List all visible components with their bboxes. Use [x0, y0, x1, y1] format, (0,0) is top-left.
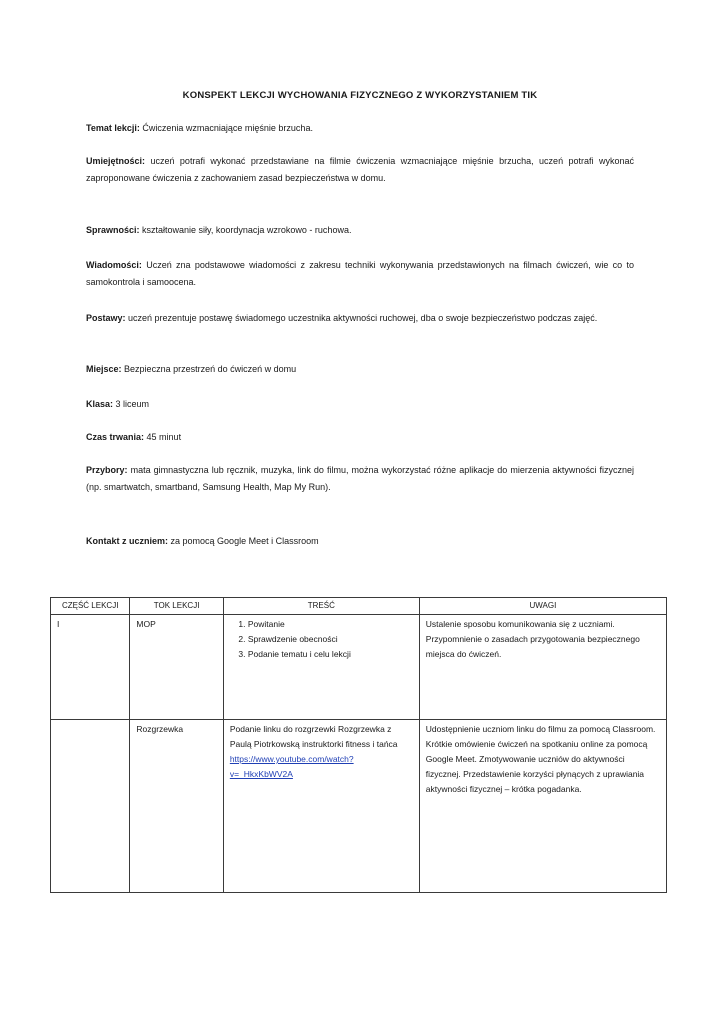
table-row	[51, 615, 667, 720]
cell-content	[223, 615, 419, 720]
content-list	[230, 617, 413, 662]
knowledge-label: Wiadomości:	[86, 260, 142, 270]
cell-part	[51, 720, 130, 893]
place-section	[86, 361, 634, 378]
table-row	[51, 720, 667, 893]
place-label: Miejsce:	[86, 364, 122, 374]
skills-value: uczeń potrafi wykonać przedstawiane na filmie ćwiczenia wzmacniające mięśnie brzucha, uczeń potrafi wykonać zaproponowane ćwiczenia z zachowaniem zasad bezpieczeństwa w domu.	[86, 156, 634, 183]
topic-label: Temat lekcji:	[86, 123, 140, 133]
cell-content	[223, 720, 419, 893]
class-value: 3 liceum	[115, 399, 150, 409]
knowledge-value: Uczeń zna podstawowe wiadomości z zakresu techniki wykonywania przedstawionych na filmach ćwiczeń, wie co to samokontrola i samoocena.	[86, 260, 634, 287]
list-item: 2. Sprawdzenie obecności	[248, 632, 413, 647]
equipment-value: mata gimnastyczna lub ręcznik, muzyka, link do filmu, można wykorzystać różne aplikacje do mierzenia aktywności fizycznej (np. smartwatch, smartband, Samsung Health, Map My Run).	[86, 465, 634, 492]
cell-course: Rozgrzewka	[130, 720, 223, 893]
contact-label: Kontakt z uczniem:	[86, 536, 169, 546]
duration-section	[86, 429, 634, 446]
list-item: 3. Podanie tematu i celu lekcji	[248, 647, 413, 662]
lesson-plan-table	[50, 597, 667, 893]
header-notes: UWAGI	[419, 598, 666, 615]
duration-value: 45 minut	[146, 432, 182, 442]
contact-section	[86, 533, 634, 550]
topic-value: Ćwiczenia wzmacniające mięśnie brzucha.	[142, 123, 313, 133]
document-title: KONSPEKT LEKCJI WYCHOWANIA FIZYCZNEGO Z WYKORZYSTANIEM TIK	[182, 90, 538, 101]
content-text: Podanie linku do rozgrzewki Rozgrzewka z Paulą Piotrkowską instruktorki fitness i tańca	[229, 724, 398, 749]
equipment-section	[86, 462, 634, 496]
attitudes-section	[86, 310, 634, 327]
header-part: CZĘŚĆ LEKCJI	[51, 598, 130, 615]
table-header-row	[51, 598, 667, 615]
cell-notes: Udostępnienie uczniom linku do filmu za pomocą Classroom. Krótkie omówienie ćwiczeń na spotkaniu online za pomocą Google Meet. Zmotywowanie uczniów do aktywności fizycznej. Przedstawienie korzyści płynących z uprawiania aktywności fizycznej – krótka pogadanka.	[419, 720, 666, 893]
abilities-value: kształtowanie siły, koordynacja wzrokowo - ruchowa.	[142, 225, 352, 235]
place-value: Bezpieczna przestrzeń do ćwiczeń w domu	[124, 364, 297, 374]
attitudes-label: Postawy:	[86, 313, 126, 323]
duration-label: Czas trwania:	[86, 432, 145, 442]
header-course: TOK LEKCJI	[130, 598, 223, 615]
cell-part: I	[51, 615, 130, 720]
class-label: Klasa:	[86, 399, 114, 409]
class-section	[86, 396, 634, 413]
skills-label: Umiejętności:	[86, 156, 146, 166]
skills-section	[86, 153, 634, 187]
cell-notes: Ustalenie sposobu komunikowania się z uczniami. Przypomnienie o zasadach przygotowania bezpiecznego miejsca do ćwiczeń.	[419, 615, 666, 720]
list-item: 1. Powitanie	[248, 617, 413, 632]
attitudes-value: uczeń prezentuje postawę świadomego uczestnika aktywności ruchowej, dba o swoje bezpieczeństwo podczas zajęć.	[128, 313, 598, 323]
equipment-label: Przybory:	[86, 465, 128, 475]
header-content: TREŚĆ	[223, 598, 419, 615]
lesson-topic	[86, 120, 634, 137]
abilities-label: Sprawności:	[86, 225, 140, 235]
cell-course: MOP	[130, 615, 223, 720]
abilities-section	[86, 222, 634, 239]
warmup-video-link[interactable]: https://www.youtube.com/watch?v=_HkxKbWV2A	[229, 754, 354, 779]
contact-value: za pomocą Google Meet i Classroom	[170, 536, 319, 546]
knowledge-section	[86, 257, 634, 291]
